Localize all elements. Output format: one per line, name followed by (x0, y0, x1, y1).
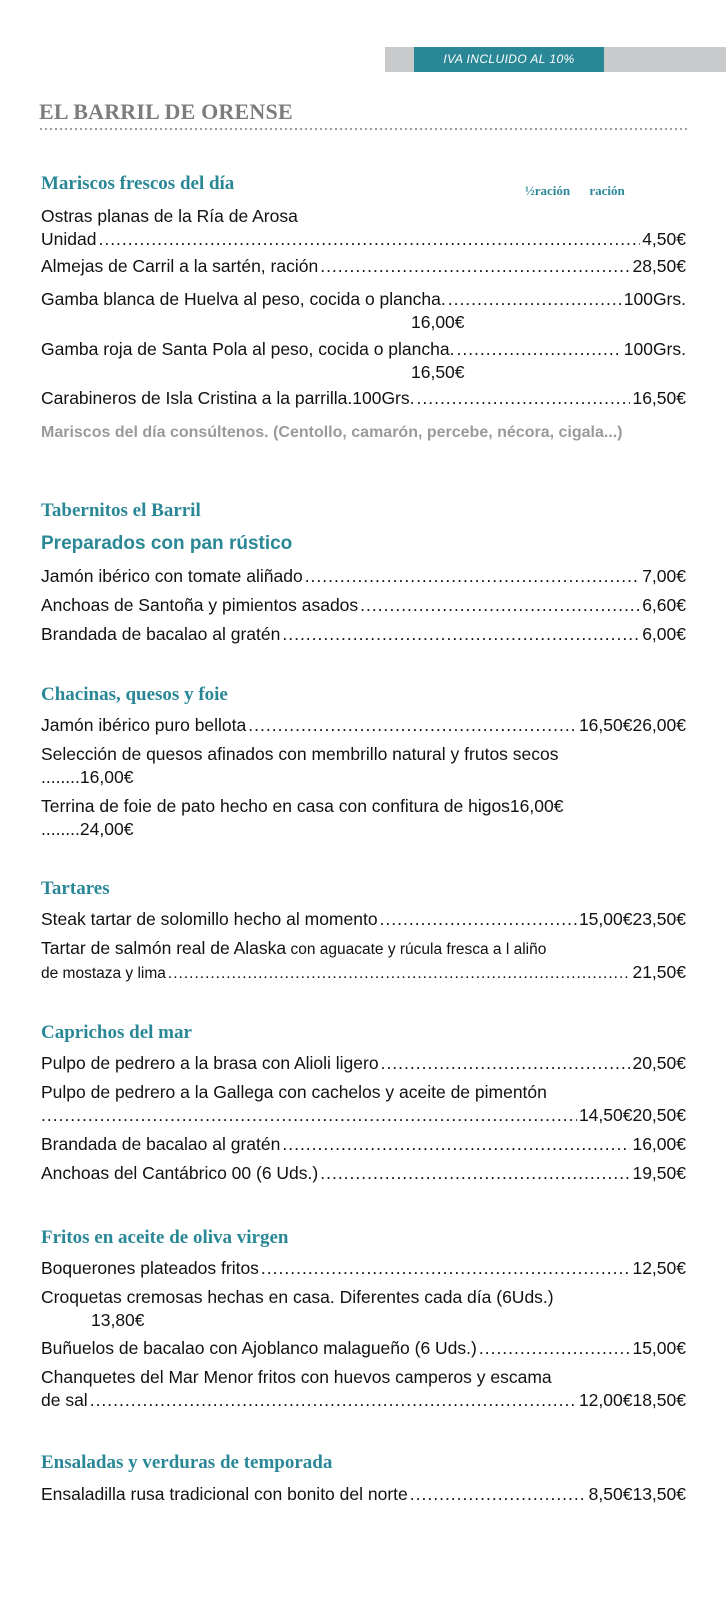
menu-item (41, 795, 686, 841)
leader-dots (90, 1389, 577, 1412)
menu-item (41, 288, 686, 334)
item-name: Pulpo de pedrero a la brasa con Alioli ligero (41, 1053, 379, 1073)
leader-dots (305, 565, 641, 588)
item-price: 16,50€26,00€ (578, 715, 686, 735)
item-name-cont: de mostaza y lima (41, 965, 166, 982)
item-name: Tartar de salmón real de Alaska (41, 938, 287, 958)
item-price: 15,00€23,50€ (578, 909, 686, 929)
item-name: Gamba roja de Santa Pola al peso, cocida o plancha. (41, 339, 455, 359)
item-price-cont: 13,80€ (91, 1310, 145, 1330)
menu-item (41, 338, 686, 384)
item-name: Buñuelos de bacalao con Ajoblanco malagueño (6 Uds.) (41, 1338, 477, 1358)
item-price: 16,00€ (632, 1134, 686, 1154)
menu-item (41, 1483, 686, 1506)
item-price: 6,00€ (642, 624, 686, 644)
section-title-chacinas: Chacinas, quesos y foie (41, 684, 228, 705)
section-title-ensaladas: Ensaladas y verduras de temporada (41, 1452, 333, 1473)
leader-dots (479, 1337, 631, 1360)
item-price: 12,00€18,50€ (578, 1390, 686, 1410)
item-price: 15,00€ (632, 1338, 686, 1358)
menu-item (41, 1133, 686, 1156)
item-price: 19,50€ (632, 1163, 686, 1183)
restaurant-title: EL BARRIL DE ORENSE (39, 99, 293, 124)
item-price: 20,50€ (632, 1053, 686, 1073)
leader-dots (448, 288, 622, 311)
leader-dots (320, 1162, 630, 1185)
section-title-tabernitos: Tabernitos el Barril (41, 500, 201, 521)
item-price: 100Grs. (623, 289, 686, 309)
leader-dots (456, 338, 621, 361)
half-portion-header: ½ración (525, 183, 571, 198)
item-name: Brandada de bacalao al gratén (41, 1134, 281, 1154)
leader-dots (410, 1483, 587, 1506)
item-price-cont: 16,00€ (411, 312, 465, 332)
tax-note-badge: IVA INCLUIDO AL 10% (414, 47, 604, 72)
section-title-tartares: Tartares (41, 878, 110, 899)
item-name: Ensaladilla rusa tradicional con bonito del norte (41, 1484, 408, 1504)
item-price: 12,50€ (632, 1258, 686, 1278)
seafood-note: Mariscos del día consúltenos. (Centollo, camarón, percebe, nécora, cigala...) (41, 424, 623, 441)
title-divider (39, 127, 687, 135)
menu-item (41, 1052, 686, 1075)
portion-headers (525, 183, 641, 199)
menu-item (41, 1257, 686, 1280)
item-name: Almejas de Carril a la sartén, ración (41, 256, 319, 276)
menu-item (41, 1162, 686, 1185)
item-name: Boquerones plateados fritos (41, 1258, 259, 1278)
menu-item (41, 743, 686, 789)
section-title-mariscos: Mariscos frescos del día (41, 173, 235, 194)
leader-dots (282, 1133, 630, 1156)
leader-dots (98, 228, 640, 251)
menu-item (41, 594, 686, 617)
leader-dots (168, 962, 631, 985)
leader-dots (248, 714, 577, 737)
item-description: con aguacate y rúcula fresca a l aliño (286, 941, 547, 958)
item-name: Ostras planas de la Ría de Arosa (41, 206, 298, 226)
item-name: Steak tartar de solomillo hecho al momento (41, 909, 378, 929)
item-price: 8,50€13,50€ (588, 1484, 686, 1504)
item-price-cont: ........24,00€ (41, 819, 134, 839)
item-price: 4,50€ (642, 229, 686, 249)
menu-item (41, 1337, 686, 1360)
menu-item (41, 908, 686, 931)
item-name: Chanquetes del Mar Menor fritos con huevos camperos y escama (41, 1367, 552, 1387)
item-price: 7,00€ (642, 566, 686, 586)
item-name: Jamón ibérico con tomate aliñado (41, 566, 303, 586)
menu-item (41, 714, 686, 737)
leader-dots (282, 623, 640, 646)
menu-item (41, 1081, 686, 1127)
item-name: Selección de quesos afinados con membrillo natural y frutos secos (41, 744, 559, 764)
leader-dots (261, 1257, 631, 1280)
item-price: 6,60€ (642, 595, 686, 615)
leader-dots (320, 255, 630, 278)
item-name: Anchoas de Santoña y pimientos asados (41, 595, 359, 615)
menu-item (41, 1366, 686, 1412)
full-portion-header: ración (589, 183, 625, 198)
item-price: 14,50€20,50€ (578, 1105, 686, 1125)
item-name: Brandada de bacalao al gratén (41, 624, 281, 644)
leader-dots (41, 1104, 577, 1127)
subsection-title: Preparados con pan rústico (41, 533, 293, 554)
leader-dots (381, 1052, 631, 1075)
section-title-caprichos: Caprichos del mar (41, 1022, 192, 1043)
menu-item (41, 937, 686, 985)
item-name: Jamón ibérico puro bellota (41, 715, 247, 735)
item-price-cont: ........16,00€ (41, 767, 134, 787)
item-price-cont: 16,50€ (411, 362, 465, 382)
menu-item (41, 205, 686, 251)
item-name: Terrina de foie de pato hecho en casa con confitura de higos16,00€ (41, 796, 564, 816)
menu-item (41, 565, 686, 588)
item-name: Carabineros de Isla Cristina a la parrilla.100Grs. (41, 388, 415, 408)
item-price: 100Grs. (623, 339, 686, 359)
leader-dots (360, 594, 640, 617)
menu-item (41, 623, 686, 646)
header-bar (385, 47, 726, 72)
item-name: Pulpo de pedrero a la Gallega con cachelos y aceite de pimentón (41, 1082, 547, 1102)
leader-dots (417, 387, 631, 410)
menu-item (41, 255, 686, 278)
item-name-cont: Unidad (41, 229, 97, 249)
item-name: Anchoas del Cantábrico 00 (6 Uds.) (41, 1163, 319, 1183)
item-name: Croquetas cremosas hechas en casa. Diferentes cada día (6Uds.) (41, 1287, 554, 1307)
section-title-fritos: Fritos en aceite de oliva virgen (41, 1227, 289, 1248)
item-name: Gamba blanca de Huelva al peso, cocida o plancha. (41, 289, 446, 309)
item-name-cont: de sal (41, 1390, 88, 1410)
leader-dots (380, 908, 577, 931)
menu-item (41, 1286, 686, 1332)
menu-item (41, 387, 686, 410)
item-price: 28,50€ (632, 256, 686, 276)
item-price: 16,50€ (632, 388, 686, 408)
item-price: 21,50€ (632, 962, 686, 982)
